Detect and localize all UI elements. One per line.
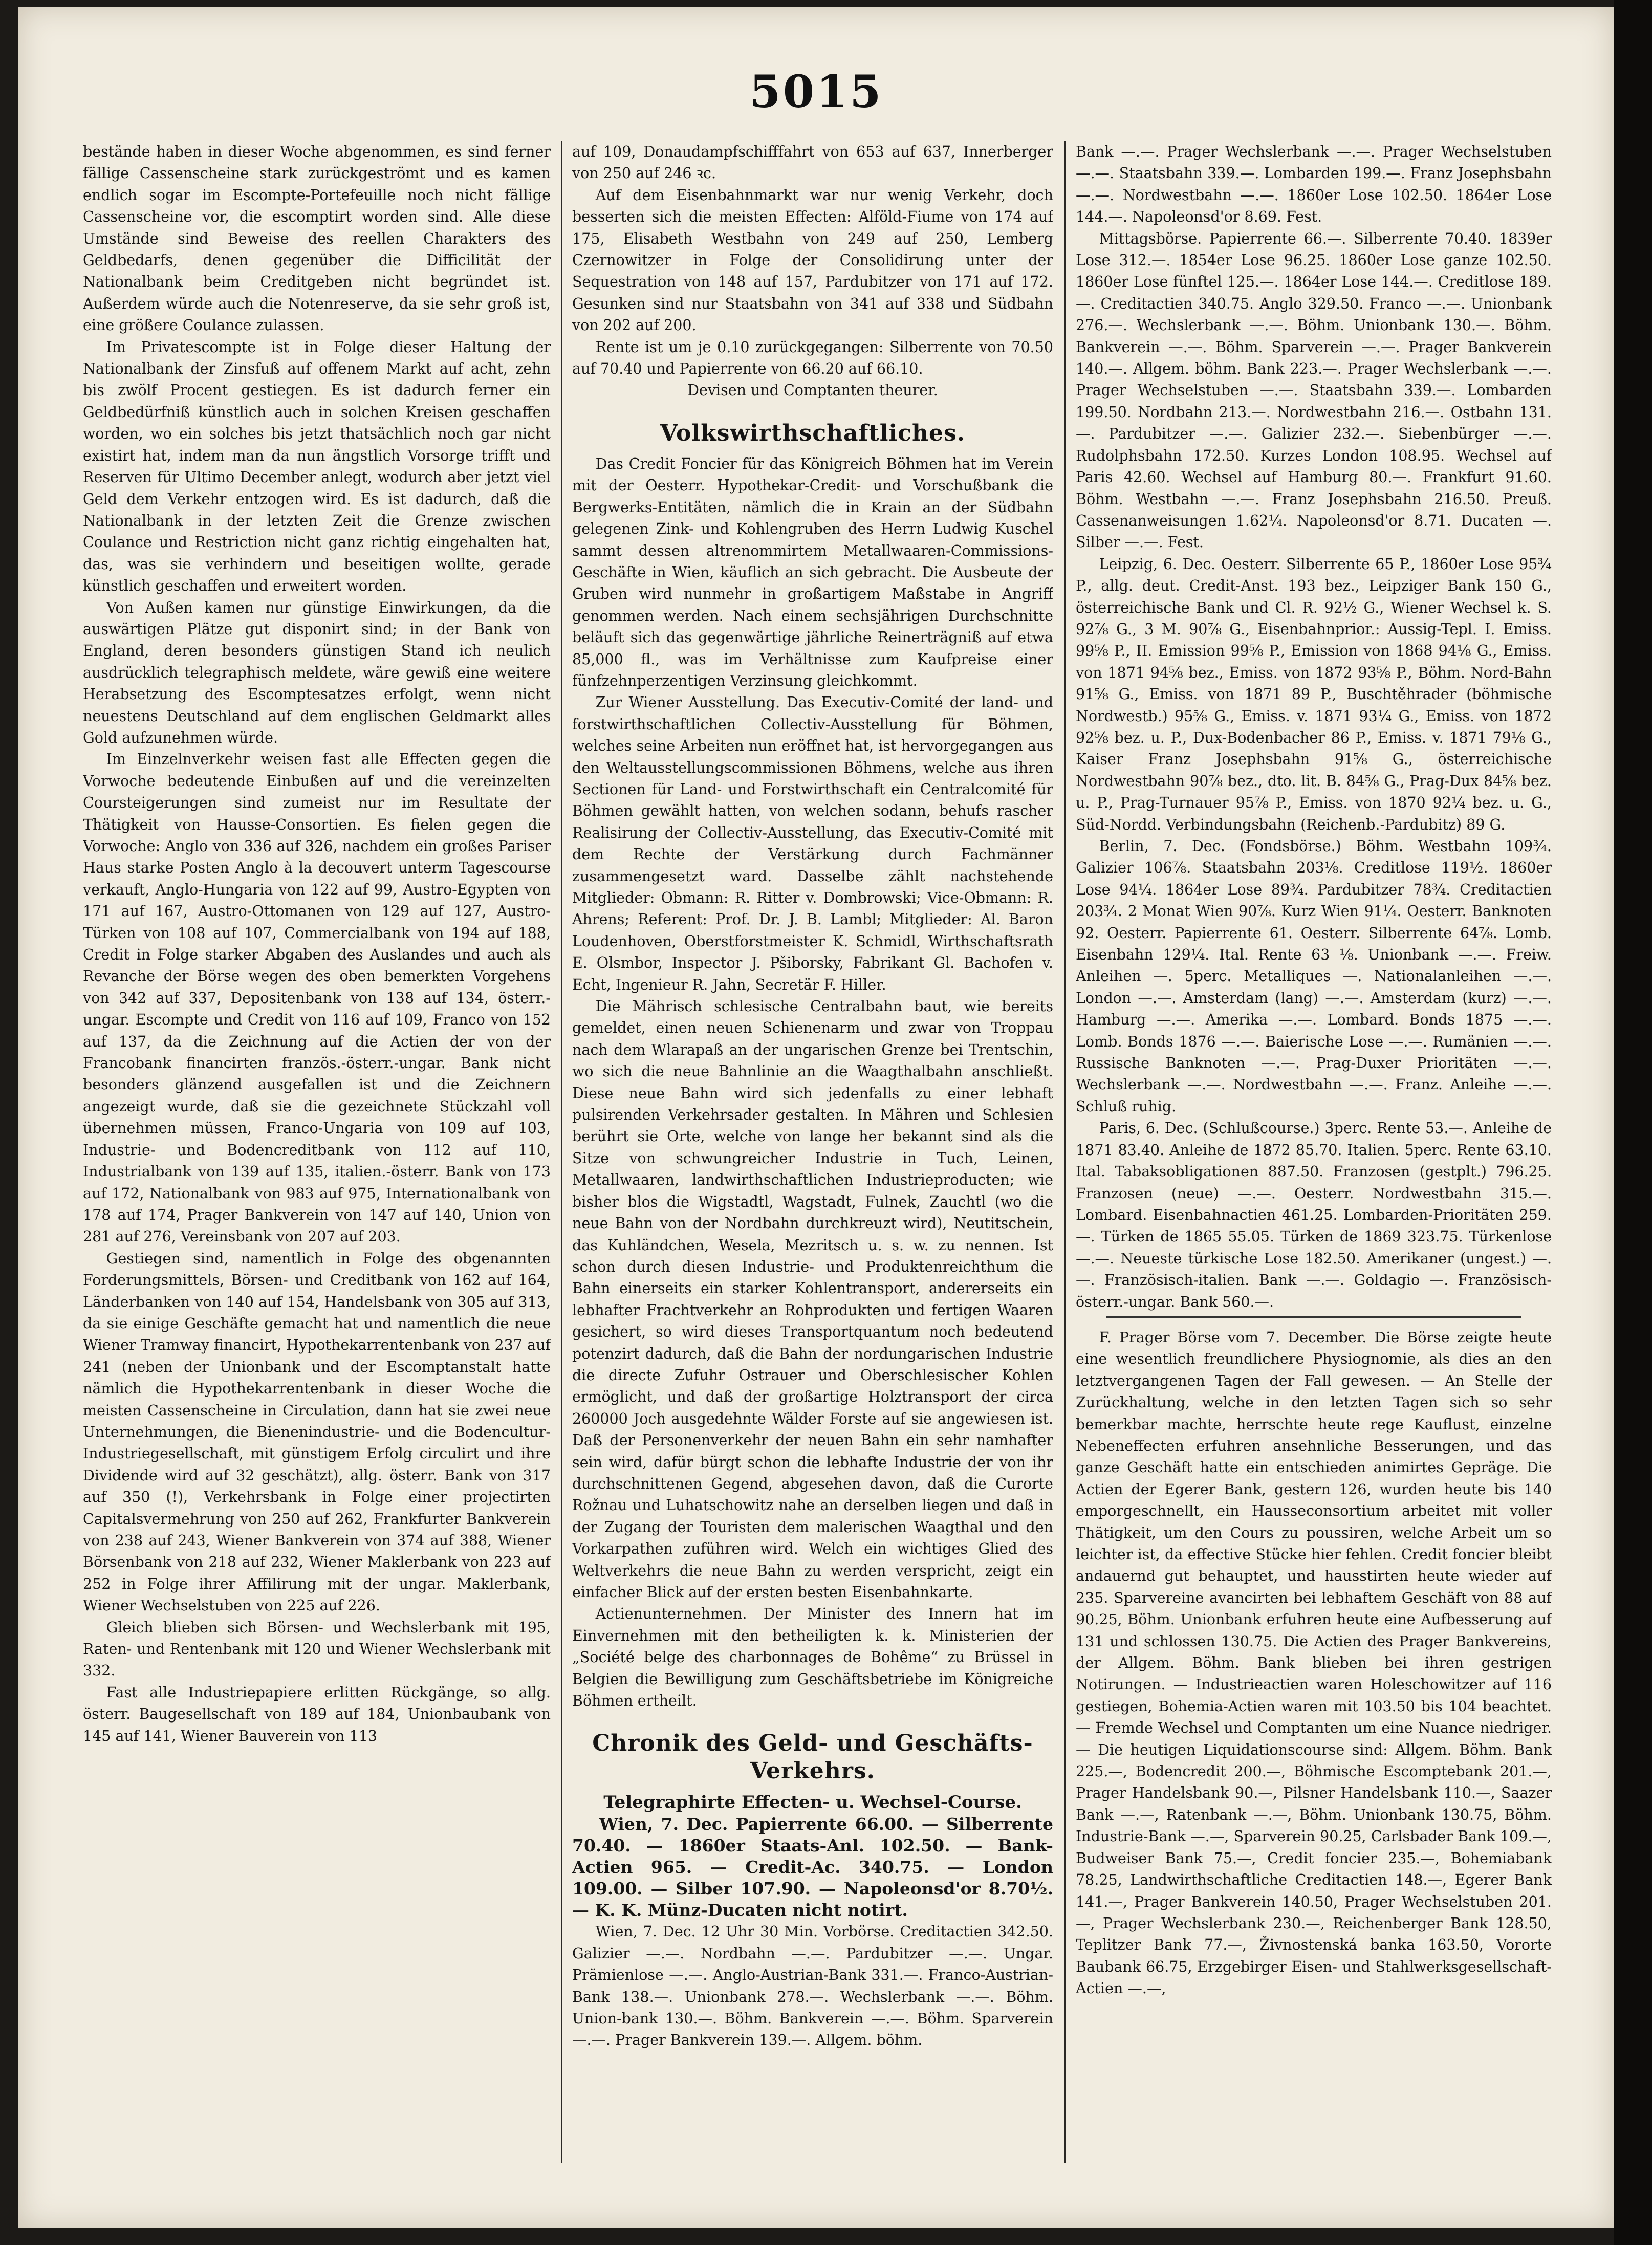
paragraph: Actienunternehmen. Der Minister des Innern hat im Einvernehmen mit den betheiligten k. k. Ministerien der „Société belge des charbonnages de Bohême“ zu Brüssel in Belgien die Bewilligung zum Geschäftsbetriebe im Königreiche Böhmen ertheilt. (572, 1605, 1053, 1710)
paragraph: Die Mährisch schlesische Centralbahn baut, wie bereits gemeldet, einen neuen Schienenarm und zwar von Troppau nach dem Wlarapaß an der ungarischen Grenze bei Trentschin, wo sich die neue Bahnlinie an die Waagthalbahn anschließt. Diese neue Bahn wird sich jedenfalls zu einer lebhaft pulsirenden Verkehrsader gestalten. In Mähren und Schlesien berührt sie Orte, welche von lange her bekannt sind als die Sitze von schwungreicher Industrie in Tuch, Leinen, Metallwaaren, landwirthschaftlichen Industrieproducten; wie bisher blos die Wigstadtl, Wagstadt, Fulnek, Zauchtl (wo die neue Bahn von der Nordbahn durchkreuzt wird), Neutitschein, das Kuhländchen, Wesela, Mezritsch u. s. w. zu nennen. Ist schon durch diesen Industrie- und Produktenreichthum die Bahn einerseits ein starker Kohlentransport, andererseits ein lebhafter Frachtverkehr an Rohprodukten und fertigen Waaren gesichert, so wird dieses Transportquantum noch bedeutend potenzirt dadurch, daß die Bahn der nordungarischen Industrie die directe Zufuhr Ostrauer und Oberschlesischer Kohlen ermöglicht, und daß der großartige Holztransport der circa 260000 Joch ausgedehnte Wälder Forste auf sie angewiesen ist. Daß der Personenverkehr der neuen Bahn ein sehr namhafter sein wird, dafür bürgt schon die lebhafte Industrie der von ihr durchschnittenen Gegend, abgesehen davon, daß die Curorte Rožnau und Luhatschowitz nahe an derselben liegen und daß in der Zugang der Touristen dem malerischen Waagthal und den Vorkarpathen zuführen wird. Welch ein wichtiges Glied des Weltverkehrs die neue Bahn zu werden verspricht, zeigt ein einfacher Blick auf der ersten besten Eisenbahnkarte. (572, 998, 1053, 1601)
section-heading-volkswirthschaftliches: Volkswirthschaftliches. (660, 420, 966, 446)
page-number: 5015 (749, 65, 883, 118)
paragraph: Devisen und Comptanten theurer. (687, 382, 938, 399)
paragraph: Leipzig, 6. Dec. Oesterr. Silberrente 65 P., 1860er Lose 95¾ P., allg. deut. Credit-Anst. 193 bez., Leipziger Bank 150 G., österreichische Bank und Cl. R. 92½ G., Wiener Wechsel k. S. 92⅞ G., 3 M. 90⅞ G., Eisenbahnprior.: Aussig-Tepl. I. Emiss. 99⅝ P., II. Emission 99⅝ P., Emission von 1868 94⅛ G., Emiss. von 1871 94⅝ bez., Emiss. von 1872 93⅝ P., Böhm. Nord-Bahn 91⅝ G., Emiss. von 1871 89 P., Buschtěhrader (böhmische Nordwestb.) 95⅝ G., Emiss. v. 1871 93¼ G., Emiss. von 1872 92⅝ bez. u. P., Dux-Bodenbacher 86 P., Emiss. v. 1871 79⅛ G., Kaiser Franz Josephsbahn 91⅝ G., österreichische Nordwestbahn 90⅞ bez., dto. lit. B. 84⅝ G., Prag-Dux 84⅝ bez. u. P., Prag-Turnauer 95⅞ P., Emiss. von 1870 92¼ bez. u. G., Süd-Nordd. Verbindungsbahn (Reichenb.-Pardubitz) 89 G. (1076, 555, 1552, 833)
paragraph: Gleich blieben sich Börsen- und Wechslerbank mit 195, Raten- und Rentenbank mit 120 und Wiener Wechslerbank mit 332. (83, 1619, 551, 1680)
section-divider (603, 1715, 1023, 1723)
telegram-quote: Wien, 7. Dec. Papierrente 66.00. — Silberrente 70.40. — 1860er Staats-Anl. 102.50. — Bank-Actien 965. — Credit-Ac. 340.75. — London 109.00. — Silber 107.90. — Napoleonsd'or 8.70½. — K. K. Münz-Ducaten nicht notirt. (572, 1814, 1053, 1921)
paragraph: Im Privatescompte ist in Folge dieser Haltung der Nationalbank der Zinsfuß auf offenem Markt auf acht, zehn bis zwölf Procent gestiegen. Es ist dadurch ferner ein Geldbedürfniß künstlich auch in solchen Kreisen geschaffen worden, wo ein solches bis jetzt thatsächlich noch gar nicht existirt hat, indem man da nun ängstlich Vorsorge trifft und Reserven für Ultimo December anlegt, wodurch aber jetzt viel Geld dem Verkehr entzogen wird. Es ist dadurch, daß die Nationalbank in der letzten Zeit die Grenze zwischen Coulance und Restriction nicht ganz richtig eingehalten hat, das, was sie verhindern und beseitigen wollte, gerade künstlich geschaffen und erweitert worden. (83, 338, 551, 595)
column-fade (83, 2142, 551, 2163)
paragraph: bestände haben in dieser Woche abgenommen, es sind ferner fällige Cassenscheine stark zurückgeströmt und es kamen endlich sogar im Escompte-Portefeuille noch nicht fällige Cassenscheine vor, die escomptirt worden sind. Alle diese Umstände sind Beweise des reellen Charakters des Geldbedarfs, denen gegenüber die Difficilität der Nationalbank beim Creditgeben nicht begründet ist. Außerdem würde auch die Notenreserve, da sie sehr groß ist, eine größere Coulance zulassen. (83, 143, 551, 334)
paragraph: Paris, 6. Dec. (Schlußcourse.) 3perc. Rente 53.—. Anleihe de 1871 83.40. Anleihe de 1872 85.70. Italien. 5perc. Rente 63.10. Ital. Tabaksobligationen 887.50. Franzosen (gestplt.) 796.25. Franzosen (neue) —.—. Oesterr. Nordwestbahn 315.—. Lombard. Eisenbahnactien 461.25. Lombarden-Prioritäten 259.—. Türken de 1865 55.05. Türken de 1869 323.75. Türkenlose —.—. Neueste türkische Lose 182.50. Amerikaner (ungest.) —.—. Französisch-italien. Bank —.—. Goldagio —. Französisch-österr.-ungar. Bank 560.—. (1076, 1120, 1552, 1311)
subheading-telegraphirte-course: Telegraphirte Effecten- u. Wechsel-Course. (603, 1792, 1022, 1813)
paragraph: Rente ist um je 0.10 zurückgegangen: Silberrente von 70.50 auf 70.40 und Papierrente von 66.20 auf 66.10. (572, 338, 1053, 378)
paragraph: Im Einzelnverkehr weisen fast alle Effecten gegen die Vorwoche bedeutende Einbußen auf und die vereinzelten Coursteigerungen sind zumeist nur im Resultate der Thätigkeit von Hausse-Consortien. Es fielen gegen die Vorwoche: Anglo von 336 auf 326, nachdem ein großes Pariser Haus starke Posten Anglo à la decouvert unterm Tagescourse verkauft, Anglo-Hungaria von 122 auf 99, Austro-Egypten von 171 auf 167, Austro-Ottomanen von 129 auf 127, Austro-Türken von 108 auf 107, Commercialbank von 194 auf 188, Credit in Folge starker Abgaben des Auslandes und auch als Revanche der Börse wegen des oben bemerkten Vorgehens von 342 auf 337, Depositenbank von 138 auf 134, österr.-ungar. Escompte und Credit von 116 auf 109, Franco von 152 auf 137, da die Zeichnung auf die Actien der von der Francobank financirten französ.-österr.-ungar. Bank nicht besonders glänzend ausgefallen ist und die Zeichnern angezeigt wurde, daß sie die gezeichnete Stückzahl voll übernehmen müssen, Franco-Ungaria von 109 auf 103, Industrie- und Bodencreditbank von 112 auf 110, Industrialbank von 139 auf 135, italien.-österr. Bank von 173 auf 172, Nationalbank von 983 auf 975, Internationalbank von 178 auf 174, Prager Bankverein von 147 auf 140, Union von 281 auf 276, Vereinsbank von 207 auf 203. (83, 751, 551, 1246)
column-fade (1076, 2142, 1552, 2163)
newspaper-page (18, 7, 1614, 2228)
column-rule (561, 141, 562, 2163)
section-heading-chronik: Chronik des Geld- und Geschäfts-Verkehrs. (592, 1730, 1033, 1784)
paragraph: Fast alle Industriepapiere erlitten Rückgänge, so allg. österr. Baugesellschaft von 189 auf 184, Unionbaubank von 145 auf 141, Wiener Bauverein von 113 (83, 1684, 551, 1745)
paragraph: Berlin, 7. Dec. (Fondsbörse.) Böhm. Westbahn 109¾. Galizier 106⅞. Staatsbahn 203⅛. Creditlose 119½. 1860er Lose 94¼. 1864er Lose 89¾. Pardubitzer 78¾. Creditactien 203¾. 2 Monat Wien 90⅞. Kurz Wien 91¼. Oesterr. Banknoten 92. Oesterr. Papierrente 61. Oesterr. Silberrente 64⅞. Lomb. Eisenbahn 129¼. Ital. Rente 63 ⅛. Unionbank —.—. Freiw. Anleihen —. 5perc. Metalliques —. Nationalanleihen —.—. London —.—. Amsterdam (lang) —.—. Amsterdam (kurz) —.—. Hamburg —.—. Amerika —.—. Lombard. Bonds 1875 —.—. Lomb. Bonds 1876 —.—. Baierische Lose —.—. Rumänien —.—. Russische Banknoten —.—. Prag-Duxer Prioritäten —.—. Wechslerbank —.—. Nordwestbahn —.—. Franz. Anleihe —.—. Schluß ruhig. (1076, 838, 1552, 1115)
page-header (18, 63, 1614, 120)
paragraph: Auf dem Eisenbahnmarkt war nur wenig Verkehr, doch besserten sich die meisten Effecten: Alföld-Fiume von 174 auf 175, Elisabeth Westbahn von 249 auf 250, Lemberg Czernowitzer in Folge der Consolidirung unter der Sequestration von 148 auf 157, Pardubitzer von 171 auf 172. Gesunken sind nur Staatsbahn von 341 auf 338 und Südbahn von 202 auf 200. (572, 186, 1053, 334)
paragraph: auf 109, Donaudampfschifffahrt von 653 auf 637, Innerberger von 250 auf 246 ꝛc. (572, 143, 1053, 182)
scan-edge (1614, 0, 1652, 2245)
column-left (83, 141, 551, 2163)
column-middle (572, 141, 1053, 2163)
paragraph: Wien, 7. Dec. 12 Uhr 30 Min. Vorbörse. Creditactien 342.50. Galizier —.—. Nordbahn —.—. Pardubitzer —.—. Ungar. Prämienlose —.—. Anglo-Austrian-Bank 331.—. Franco-Austrian-Bank 138.—. Unionbank 278.—. Wechslerbank —.—. Böhm. Union-bank 130.—. Böhm. Bankverein —.—. Böhm. Sparverein —.—. Prager Bankverein 139.—. Allgem. böhm. (572, 1923, 1053, 2049)
paragraph: Von Außen kamen nur günstige Einwirkungen, da die auswärtigen Plätze gut disponirt sind; in der Bank von England, deren besonders günstigen Stand ich neulich ausdrücklich telegraphisch meldete, wäre gewiß eine weitere Herabsetzung des Escomptesatzes erfolgt, wenn nicht neuestens Deutschland auf dem englischen Geldmarkt alles Gold aufzunehmen würde. (83, 599, 551, 746)
paragraph: Bank —.—. Prager Wechslerbank —.—. Prager Wechselstuben —.—. Staatsbahn 339.—. Lombarden 199.—. Franz Josephsbahn —.—. Nordwestbahn —.—. 1860er Lose 102.50. 1864er Lose 144.—. Napoleonsd'or 8.69. Fest. (1076, 143, 1552, 226)
column-rule (1064, 141, 1066, 2163)
column-fade (572, 2142, 1053, 2163)
paragraph: Mittagsbörse. Papierrente 66.—. Silberrente 70.40. 1839er Lose 312.—. 1854er Lose 96.25. 1860er Lose ganze 102.50. 1860er Lose fünftel 125.—. 1864er Lose 144.—. Creditlose 189.—. Creditactien 340.75. Anglo 329.50. Franco —.—. Unionbank 276.—. Wechslerbank —.—. Böhm. Unionbank 130.—. Böhm. Bankverein —.—. Böhm. Sparverein —.—. Prager Bankverein 140.—. Allgem. böhm. Bank 223.—. Prager Wechslerbank —.—. Prager Wechselstuben —.—. Staatsbahn 339.—. Lombarden 199.50. Nordbahn 213.—. Nordwestbahn 216.—. Ostbahn 131.—. Pardubitzer —.—. Galizier 232.—. Siebenbürger —.—. Rudolphsbahn 172.50. Kurzes London 108.95. Wechsel auf Paris 42.60. Wechsel auf Hamburg 80.—. Frankfurt 91.60. Böhm. Westbahn —.—. Franz Josephsbahn 216.50. Preuß. Cassenanweisungen 1.62¼. Napoleonsd'or 8.71. Ducaten —. Silber —.—. Fest. (1076, 230, 1552, 551)
paragraph: Gestiegen sind, namentlich in Folge des obgenannten Forderungsmittels, Börsen- und Creditbank von 162 auf 164, Länderbanken von 140 auf 154, Handelsbank von 305 auf 313, da sie einige Geschäfte gemacht hat und namentlich die neue Wiener Tramway financirt, Hypothekarrentenbank von 237 auf 241 (neben der Unionbank und der Escomptanstalt hatte nämlich die Hypothekarrentenbank in dieser Woche die meisten Cassenscheine in Circulation, dann hat sie zwei neue Unternehmungen, die Bienenindustrie- und die Bodencultur-Industriegesellschaft, mit günstigem Erfolg circulirt und ihre Dividende wird auf 32 geschätzt), allg. österr. Bank von 317 auf 350 (!), Verkehrsbank in Folge einer projectirten Capitalsvermehrung von 250 auf 262, Frankfurter Bankverein von 238 auf 243, Wiener Bankverein von 374 auf 388, Wiener Börsenbank von 218 auf 232, Wiener Maklerbank von 223 auf 252 in Folge ihrer Affilirung mit der ungar. Maklerbank, Wiener Wechselstuben von 225 auf 226. (83, 1250, 551, 1615)
section-divider (603, 405, 1023, 412)
paragraph: Zur Wiener Ausstellung. Das Executiv-Comité der land- und forstwirthschaftlichen Collectiv-Ausstellung für Böhmen, welches seine Arbeiten nun eröffnet hat, ist hervorgegangen aus den Weltausstellungscommissionen Böhmens, welche aus ihren Sectionen für Land- und Forstwirthschaft ein Centralcomité für Böhmen gewählt hatten, von welchen sodann, behufs rascher Realisirung der Collectiv-Ausstellung, das Executiv-Comité mit dem Rechte der Verstärkung durch Fachmänner zusammengesetzt ward. Dasselbe zählt nachstehende Mitglieder: Obmann: R. Ritter v. Dombrowski; Vice-Obmann: R. Ahrens; Referent: Prof. Dr. J. B. Lambl; Mitglieder: Al. Baron Loudenhoven, Oberstforstmeister K. Schmidl, Wirthschaftsrath E. Olsmbor, Inspector J. Pšiborsky, Fabrikant Gl. Bachofen v. Echt, Ingenieur R. Jahn, Secretär F. Hiller. (572, 694, 1053, 993)
paragraph: F. Prager Börse vom 7. December. Die Börse zeigte heute eine wesentlich freundlichere Physiognomie, als dies an den letztvergangenen Tagen der Fall gewesen. — An Stelle der Zurückhaltung, welche in den letzten Tagen sich so sehr bemerkbar machte, herrschte heute rege Kauflust, einzelne Nebeneffecten erfuhren ansehnliche Besserungen, und das ganze Geschäft hatte ein entschieden animirtes Gepräge. Die Actien der Egerer Bank, gestern 126, wurden heute bis 140 emporgeschnellt, ein Hausseconsortium arbeitet mit voller Thätigkeit, um den Cours zu poussiren, welche Arbeit um so leichter ist, da effective Stücke hier fehlen. Credit foncier bleibt andauernd gut behauptet, und hausstirten heute wieder auf 235. Sparvereine avancirten bei lebhaftem Geschäft von 88 auf 90.25, Böhm. Unionbank erfuhren heute eine Aufbesserung auf 131 und schlossen 130.75. Die Actien des Prager Bankvereins, der Allgem. Böhm. Bank blieben bei ihren gestrigen Notirungen. — Industrieactien waren Holeschowitzer auf 116 gestiegen, Bohemia-Actien waren mit 103.50 bis 104 beachtet. — Fremde Wechsel und Comptanten um eine Nuance niedriger. — Die heutigen Liquidationscourse sind: Allgem. Böhm. Bank 225.—, Bodencredit 200.—, Böhmische Escomptebank 201.—, Prager Handelsbank 90.—, Pilsner Handelsbank 110.—, Saazer Bank —.—, Ratenbank —.—, Böhm. Unionbank 130.75, Böhm. Industrie-Bank —.—, Sparverein 90.25, Carlsbader Bank 109.—, Budweiser Bank 75.—, Credit foncier 235.—, Bohemiabank 78.25, Landwirthschaftliche Creditactien 148.—, Egerer Bank 141.—, Prager Bankverein 140.50, Prager Wechselstuben 201.—, Prager Wechslerbank 230.—, Reichenberger Bank 128.50, Teplitzer Bank 77.—, Živnostenská banka 163.50, Vororte Baubank 66.75, Erzgebirger Eisen- und Stahlwerksgesellschaft-Actien —.—, (1076, 1328, 1552, 1997)
column-right (1076, 141, 1552, 2163)
paragraph: Das Credit Foncier für das Königreich Böhmen hat im Verein mit der Oesterr. Hypothekar-Credit- und Vorschußbank die Bergwerks-Entitäten, nämlich die in Krain an der Südbahn gelegenen Zink- und Kohlengruben des Herrn Ludwig Kuschel sammt dessen altrenommirtem Metallwaaren-Commissions-Geschäfte in Wien, käuflich an sich gebracht. Die Ausbeute der Gruben wird nunmehr in großartigem Maßstabe in Angriff genommen werden. Nach einem sechsjährigen Durchschnitte beläuft sich das gegenwärtige jährliche Reinerträgniß auf etwa 85,000 fl., was im Verhältnisse zum Kaufpreise einer fünfzehnperzentigen Verzinsung gleichkommt. (572, 455, 1053, 689)
section-divider (1106, 1316, 1521, 1324)
